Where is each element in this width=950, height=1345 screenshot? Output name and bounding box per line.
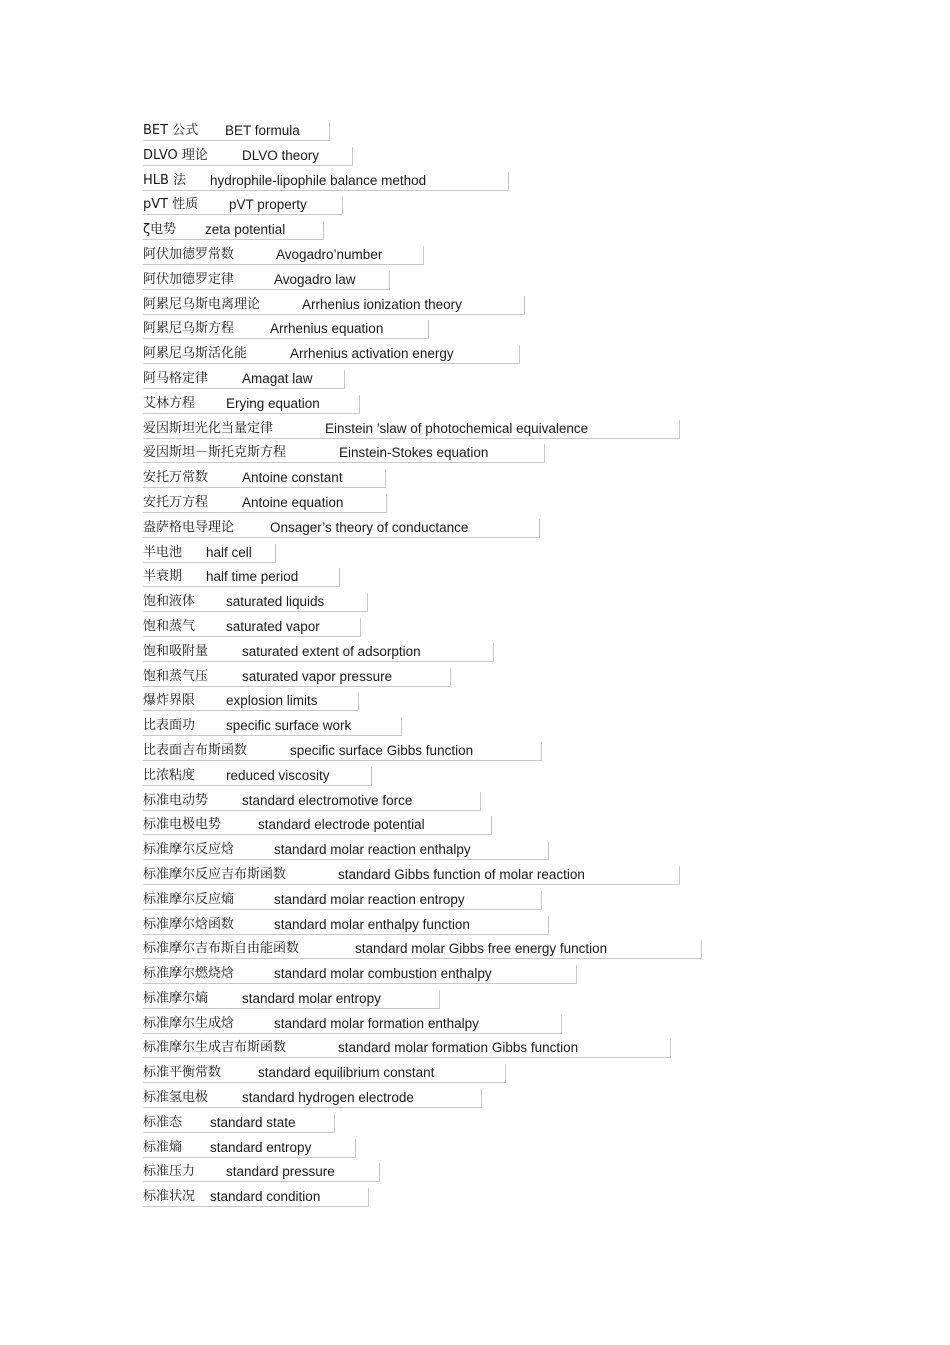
english-term: standard entropy: [210, 1139, 312, 1155]
english-term: specific surface Gibbs function: [290, 742, 474, 758]
english-term: half time period: [206, 569, 299, 585]
english-term: standard molar reaction enthalpy: [274, 842, 471, 858]
glossary-row: [143, 146, 743, 171]
glossary-row: [143, 1162, 743, 1187]
glossary-row: [143, 667, 743, 692]
glossary-row: [143, 518, 743, 543]
glossary-row: [143, 716, 743, 741]
glossary-row: [143, 443, 743, 468]
glossary-row: [143, 419, 743, 444]
english-term: Avogadro’number: [276, 246, 383, 262]
glossary-row: [143, 220, 743, 245]
chinese-term: 艾林方程: [143, 395, 196, 411]
glossary-row: [143, 1063, 743, 1088]
chinese-term: 阿马格定律: [143, 370, 209, 386]
chinese-term: 比表面功: [143, 718, 196, 734]
glossary-row: [143, 171, 743, 196]
glossary-row: [143, 989, 743, 1014]
chinese-term: ζ电势: [143, 222, 177, 238]
chinese-term: 标准氢电极: [143, 1090, 209, 1106]
glossary-row: [143, 369, 743, 394]
chinese-term: 标准平衡常数: [143, 1065, 222, 1081]
chinese-term: DLVO 理论: [143, 147, 208, 163]
chinese-term: 爱因斯坦光化当量定律: [143, 420, 274, 436]
chinese-term: 饱和蒸气压: [143, 668, 209, 684]
chinese-term: 阿累尼乌斯方程: [143, 321, 235, 337]
chinese-term: 标准态: [143, 1114, 183, 1130]
chinese-term: 安托万常数: [143, 470, 209, 486]
glossary-row: [143, 1187, 743, 1212]
glossary-row: [143, 1088, 743, 1113]
glossary-row: [143, 195, 743, 220]
chinese-term: 标准熵: [143, 1139, 183, 1155]
english-term: Einstein ’slaw of photochemical equivalence: [325, 420, 589, 436]
glossary-row: [143, 939, 743, 964]
glossary-row: [143, 815, 743, 840]
english-term: standard molar entropy: [242, 990, 381, 1006]
chinese-term: 阿伏加德罗常数: [143, 246, 235, 262]
glossary-row: [143, 890, 743, 915]
chinese-term: 安托万方程: [143, 494, 209, 510]
chinese-term: 饱和液体: [143, 594, 196, 610]
english-term: standard molar Gibbs free energy function: [355, 941, 608, 957]
glossary-row: [143, 344, 743, 369]
glossary-row: [143, 840, 743, 865]
chinese-term: 半电池: [143, 544, 183, 560]
chinese-term: 标准摩尔生成焓: [143, 1015, 235, 1031]
english-term: Onsager’s theory of conductance: [270, 519, 469, 535]
glossary-row: [143, 295, 743, 320]
english-term: saturated vapor pressure: [242, 668, 393, 684]
chinese-term: 标准摩尔反应熵: [143, 891, 235, 907]
english-term: reduced viscosity: [226, 767, 330, 783]
chinese-term: HLB 法: [143, 172, 187, 188]
glossary-row: [143, 766, 743, 791]
chinese-term: 阿累尼乌斯活化能: [143, 346, 248, 362]
glossary-list: [143, 121, 743, 1212]
english-term: Amagat law: [242, 370, 313, 386]
glossary-row: [143, 691, 743, 716]
chinese-term: 标准摩尔反应焓: [143, 842, 235, 858]
english-term: Einstein-Stokes equation: [339, 445, 489, 461]
chinese-term: 标准摩尔燃烧焓: [143, 966, 235, 982]
english-term: saturated vapor: [226, 618, 320, 634]
english-term: standard equilibrium constant: [258, 1065, 435, 1081]
chinese-term: 标准摩尔熵: [143, 990, 209, 1006]
chinese-term: 标准压力: [143, 1164, 196, 1180]
chinese-term: 半衰期: [143, 569, 183, 585]
english-term: standard condition: [210, 1189, 321, 1205]
chinese-term: 标准摩尔生成吉布斯函数: [143, 1040, 287, 1056]
chinese-term: 标准摩尔反应吉布斯函数: [143, 866, 287, 882]
english-term: standard state: [210, 1114, 296, 1130]
glossary-row: [143, 245, 743, 270]
english-term: Arrhenius activation energy: [290, 346, 454, 362]
english-term: standard molar combustion enthalpy: [274, 966, 492, 982]
glossary-row: [143, 964, 743, 989]
english-term: standard molar formation Gibbs function: [338, 1040, 579, 1056]
glossary-row: [143, 741, 743, 766]
english-term: zeta potential: [205, 222, 286, 238]
chinese-term: 阿伏加德罗定律: [143, 271, 235, 287]
chinese-term: 比表面吉布斯函数: [143, 742, 248, 758]
english-term: BET formula: [225, 123, 300, 138]
glossary-row: [143, 915, 743, 940]
english-term: hydrophile-lipophile balance method: [210, 172, 427, 188]
chinese-term: BET 公式: [143, 123, 199, 138]
glossary-row: [143, 543, 743, 568]
chinese-term: 爱因斯坦－斯托克斯方程: [143, 445, 287, 461]
glossary-row: [143, 270, 743, 295]
chinese-term: 阿累尼乌斯电离理论: [143, 296, 261, 312]
glossary-row: [143, 791, 743, 816]
english-term: half cell: [206, 544, 252, 560]
glossary-row: [143, 1014, 743, 1039]
glossary-row: [143, 394, 743, 419]
english-term: Arrhenius ionization theory: [302, 296, 462, 312]
english-term: standard molar enthalpy function: [274, 916, 470, 932]
english-term: Antoine constant: [242, 470, 343, 486]
english-term: explosion limits: [226, 693, 318, 709]
english-term: standard pressure: [226, 1164, 335, 1180]
english-term: Arrhenius equation: [270, 321, 384, 337]
english-term: Avogadro law: [274, 271, 356, 287]
english-term: DLVO theory: [242, 147, 320, 163]
chinese-term: 饱和蒸气: [143, 618, 196, 634]
glossary-row: [143, 493, 743, 518]
chinese-term: 标准电极电势: [143, 817, 222, 833]
english-term: standard hydrogen electrode: [242, 1090, 414, 1106]
chinese-term: 标准摩尔焓函数: [143, 916, 235, 932]
chinese-term: 标准状况: [143, 1189, 196, 1205]
glossary-row: [143, 567, 743, 592]
glossary-row: [143, 1113, 743, 1138]
glossary-row: [143, 642, 743, 667]
english-term: Erying equation: [226, 395, 320, 411]
chinese-term: 标准电动势: [143, 792, 209, 808]
chinese-term: 盎萨格电导理论: [143, 519, 235, 535]
english-term: standard Gibbs function of molar reaction: [338, 866, 585, 882]
glossary-row: [143, 617, 743, 642]
chinese-term: 比浓粘度: [143, 767, 196, 783]
english-term: standard molar reaction entropy: [274, 891, 465, 907]
english-term: saturated liquids: [226, 594, 325, 610]
english-term: Antoine equation: [242, 494, 344, 510]
english-term: pVT property: [229, 197, 307, 213]
chinese-term: 标准摩尔吉布斯自由能函数: [143, 941, 300, 957]
chinese-term: pVT 性质: [143, 197, 199, 213]
glossary-row: [143, 121, 743, 146]
english-term: standard electrode potential: [258, 817, 425, 833]
english-term: standard electromotive force: [242, 792, 413, 808]
glossary-row: [143, 319, 743, 344]
chinese-term: 爆炸界限: [143, 693, 196, 709]
english-term: saturated extent of adsorption: [242, 643, 421, 659]
english-term: standard molar formation enthalpy: [274, 1015, 479, 1031]
chinese-term: 饱和吸附量: [143, 643, 209, 659]
glossary-row: [143, 592, 743, 617]
glossary-row: [143, 1038, 743, 1063]
glossary-row: [143, 468, 743, 493]
english-term: specific surface work: [226, 718, 352, 734]
glossary-row: [143, 865, 743, 890]
glossary-row: [143, 1138, 743, 1163]
